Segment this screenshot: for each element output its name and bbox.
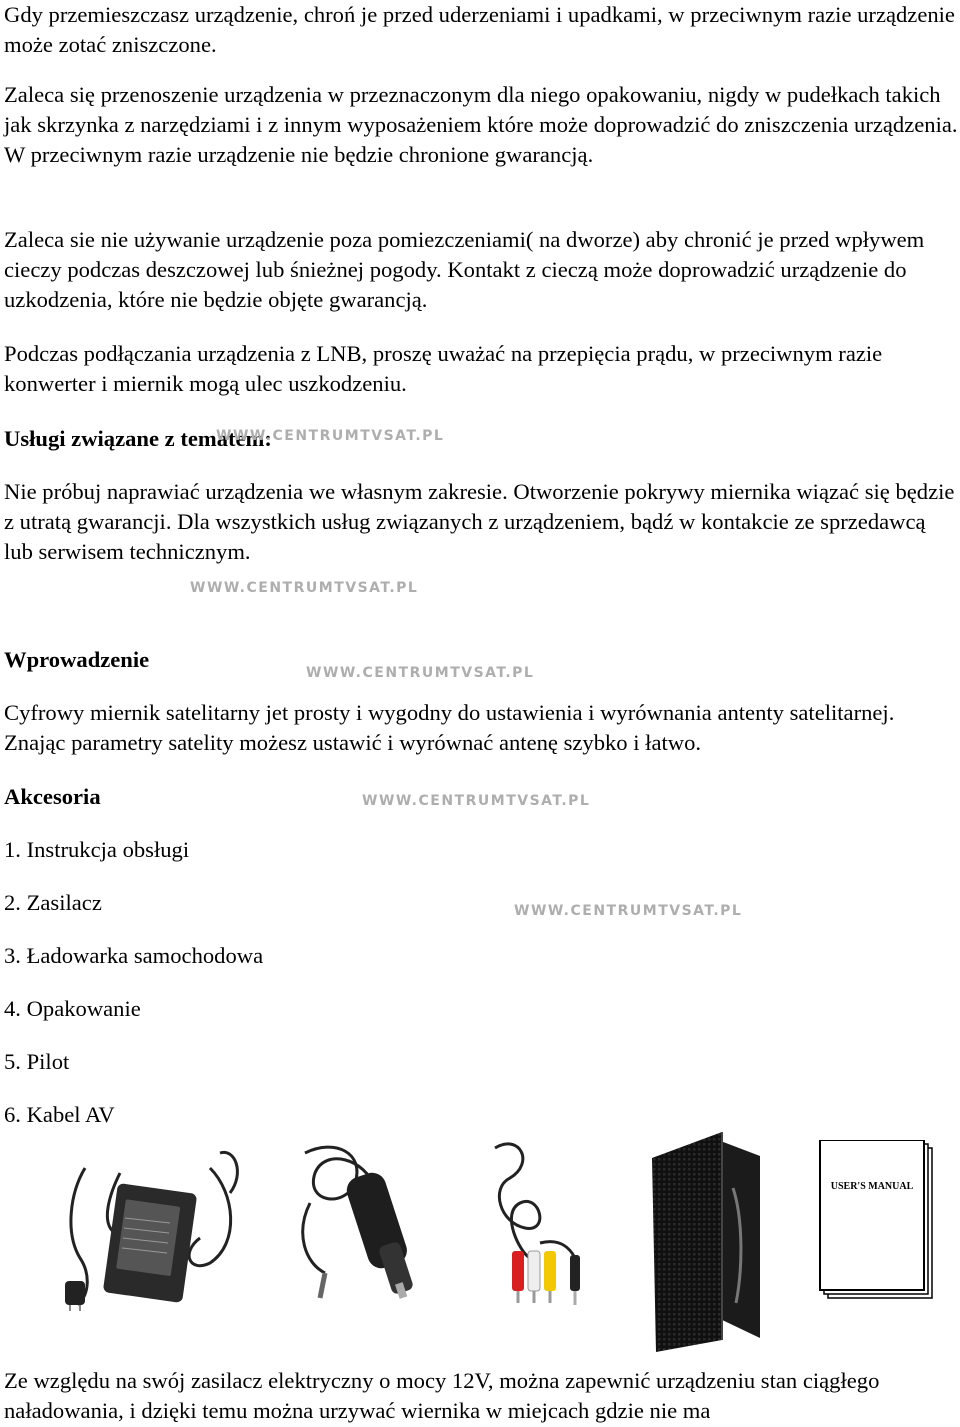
safety-paragraph-2: Zaleca się przenoszenie urządzenia w przeznaczonym dla niego opakowaniu, nigdy w pudełkach takich jak skrzynka z narzędziami i z innym wyposażeniem które może doprowadzić do zniszczenia urządzenia. W przeciwnym razie urządzenie nie będzie chronione gwarancją.: [4, 82, 958, 167]
users-manual-image: [818, 1140, 948, 1310]
accessory-item: 3. Ładowarka samochodowa: [4, 943, 264, 968]
accessory-item: 1. Instrukcja obsługi: [4, 837, 190, 862]
users-manual-label: USER'S MANUAL: [830, 1181, 914, 1192]
carrying-case-image: [648, 1128, 768, 1353]
watermark: WWW.CENTRUMTVSAT.PL: [362, 793, 591, 809]
services-paragraph: Nie próbuj naprawiać urządzenia we własnym zakresie. Otworzenie pokrywy miernika wiązać się będzie z utratą gwarancji. Dla wszystkich usług związanych z urządzeniem, bądź w kontakcie ze sprzedawcą lub serwisem technicznym.: [4, 479, 955, 564]
accessories-photo-strip: [0, 1128, 960, 1353]
watermark: WWW.CENTRUMTVSAT.PL: [190, 580, 419, 596]
car-charger-image: [285, 1133, 445, 1313]
safety-paragraph-3: Zaleca sie nie używanie urządzenie poza pomiezczeniami( na dworze) aby chronić je przed wpływem cieczy podczas deszczowej lub śnieżnej pogody. Kontakt z cieczą może doprowadzić urządzenie do uzkodzenia, które nie będzie objęte gwarancją.: [4, 227, 925, 312]
intro-heading: Wprowadzenie: [4, 647, 150, 672]
intro-paragraph: Cyfrowy miernik satelitarny jet prosty i wygodny do ustawienia i wyrównania antenty satelitarnej. Znając parametry satelity możesz ustawić i wyrównać antenę szybko i łatwo.: [4, 700, 895, 755]
watermark: WWW.CENTRUMTVSAT.PL: [306, 665, 535, 681]
services-heading: Usługi związane z tematem:: [4, 426, 272, 451]
power-adapter-image: [60, 1133, 250, 1313]
accessory-item: 5. Pilot: [4, 1049, 70, 1074]
watermark: WWW.CENTRUMTVSAT.PL: [514, 903, 743, 919]
safety-paragraph-4: Podczas podłączania urządzenia z LNB, proszę uważać na przepięcia prądu, w przeciwnym razie konwerter i miernik mogą ulec uszkodzeniu.: [4, 341, 883, 396]
safety-paragraph-1: Gdy przemieszczasz urządzenie, chroń je przed uderzeniami i upadkami, w przeciwnym razie urządzenie może zotać zniszczone.: [4, 2, 955, 57]
accessory-item: 2. Zasilacz: [4, 890, 102, 915]
accessories-heading: Akcesoria: [4, 784, 101, 809]
av-cable-image: [480, 1133, 610, 1313]
power-paragraph: Ze względu na swój zasilacz elektryczny o mocy 12V, można zapewnić urządzeniu stan ciągłego naładowania, i dzięki temu można urzywać wiernika w miejcach gdzie nie ma: [4, 1368, 880, 1423]
accessory-item: 4. Opakowanie: [4, 996, 141, 1021]
accessory-item: 6. Kabel AV: [4, 1102, 115, 1127]
watermark: WWW.CENTRUMTVSAT.PL: [216, 428, 445, 444]
